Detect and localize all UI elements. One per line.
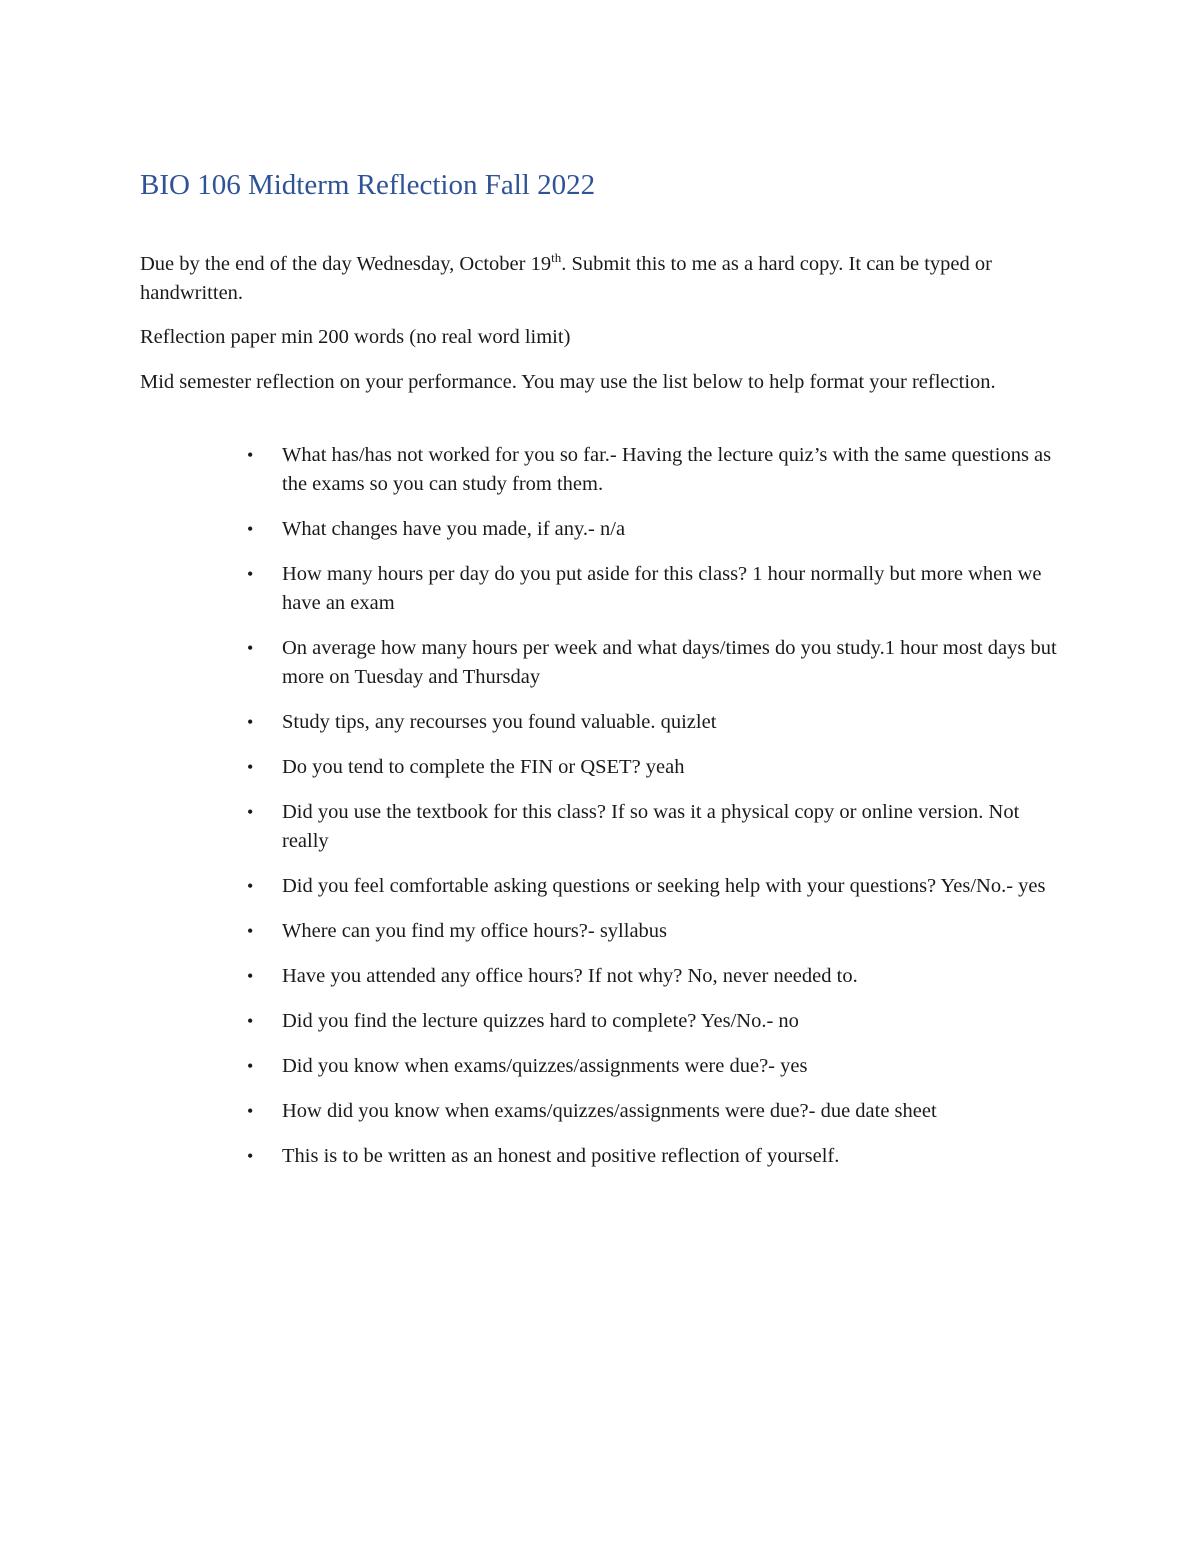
bullet-icon: • <box>247 1146 254 1166</box>
list-item <box>0 798 1062 856</box>
list-item-text: What changes have you made, if any.- n/a <box>282 518 626 540</box>
bullet-icon: • <box>247 876 254 896</box>
bullet-icon: • <box>247 1011 254 1031</box>
list-item-text: Have you attended any office hours? If not why? No, never needed to. <box>282 965 858 987</box>
list-item <box>0 962 1062 991</box>
list-item-text: Did you use the textbook for this class? If so was it a physical copy or online version. Not really <box>282 801 1020 852</box>
due-date-text: Due by the end of the day Wednesday, October 19 <box>140 253 552 275</box>
bullet-icon: • <box>247 921 254 941</box>
due-date-ordinal: th <box>551 250 562 266</box>
list-item <box>0 1142 1062 1171</box>
list-item <box>0 1007 1062 1036</box>
list-item <box>0 1097 1062 1126</box>
list-item <box>0 872 1062 901</box>
list-item-text: Did you feel comfortable asking questions or seeking help with your questions? Yes/No.- yes <box>282 875 1046 897</box>
bullet-icon: • <box>247 757 254 777</box>
reflection-question-list <box>0 441 1200 1187</box>
list-item-text: How did you know when exams/quizzes/assignments were due?- due date sheet <box>282 1100 937 1122</box>
bullet-icon: • <box>247 1101 254 1121</box>
bullet-icon: • <box>247 519 254 539</box>
list-item-text: Did you find the lecture quizzes hard to complete? Yes/No.- no <box>282 1010 799 1032</box>
list-item <box>0 917 1062 946</box>
list-item-text: This is to be written as an honest and positive reflection of yourself. <box>282 1145 840 1167</box>
list-item-text: Where can you find my office hours?- syllabus <box>282 920 668 942</box>
list-item-text: Do you tend to complete the FIN or QSET? yeah <box>282 756 685 778</box>
bullet-icon: • <box>247 564 254 584</box>
list-item-text: Did you know when exams/quizzes/assignments were due?- yes <box>282 1055 808 1077</box>
bullet-icon: • <box>247 966 254 986</box>
list-item <box>0 441 1062 499</box>
list-item-text: How many hours per day do you put aside for this class? 1 hour normally but more when we have an exam <box>282 563 1042 614</box>
list-item-text: What has/has not worked for you so far.- Having the lecture quiz’s with the same questions as the exams so you can study from them. <box>282 444 1052 495</box>
due-date-paragraph <box>140 250 1060 308</box>
list-item <box>0 708 1062 737</box>
bullet-icon: • <box>247 1056 254 1076</box>
bullet-icon: • <box>247 638 254 658</box>
list-item-text: On average how many hours per week and what days/times do you study.1 hour most days but more on Tuesday and Thursday <box>282 637 1057 688</box>
list-item <box>0 515 1062 544</box>
list-item <box>0 1052 1062 1081</box>
instructions-paragraph: Mid semester reflection on your performance. You may use the list below to help format your reflection. <box>140 371 996 393</box>
list-item <box>0 560 1062 618</box>
list-item <box>0 634 1062 692</box>
word-requirement-paragraph: Reflection paper min 200 words (no real word limit) <box>140 326 571 348</box>
page-title: BIO 106 Midterm Reflection Fall 2022 <box>140 169 596 201</box>
bullet-icon: • <box>247 445 254 465</box>
list-item-text: Study tips, any recourses you found valuable. quizlet <box>282 711 717 733</box>
list-item <box>0 753 1062 782</box>
bullet-icon: • <box>247 712 254 732</box>
bullet-icon: • <box>247 802 254 822</box>
due-date-submission-text: . Submit this to me as a hard copy. It can be typed or handwritten. <box>140 253 992 304</box>
